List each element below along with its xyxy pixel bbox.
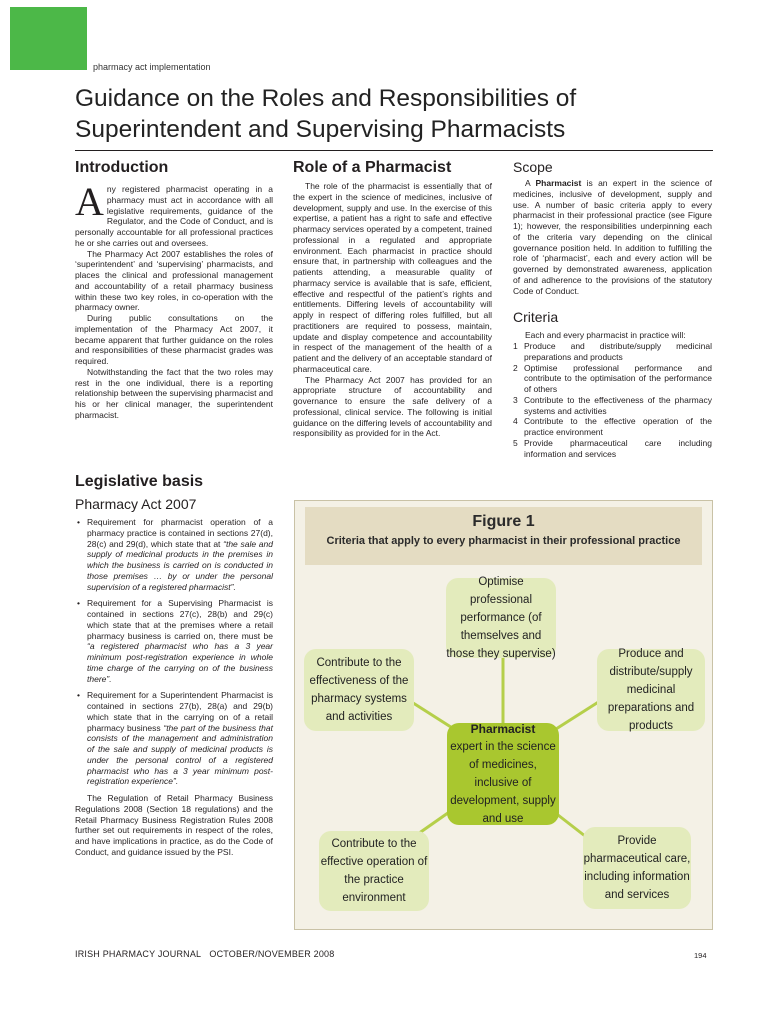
brand-square xyxy=(10,7,87,70)
legislative-bullet: • Requirement for a Supervising Pharmacist is contained in sections 27(c), 28(b) and 29(c) which state that at the premises where a retail pharmacy business is carried on, there must be “a registered pharmacist who has a 3 year minimum post-registration experience in whole time charge of the carrying on of the business there”. xyxy=(87,598,273,684)
introduction-heading: Introduction xyxy=(75,159,169,176)
legislative-closing: The Regulation of Retail Pharmacy Business Regulations 2008 (Section 18 regulations) and the Retail Pharmacy Business Registration Rules 2008 further set out requirements in respect of the roles, and have implications in practice, as do the Code of Conduct, and guidance issued by the PSI. xyxy=(75,793,273,857)
center-description: expert in the science of medicines, inclusive of development, supply and use xyxy=(450,741,556,825)
scope-paragraph: A Pharmacist is an expert in the science of medicines, inclusive of development, supply and use. A number of basic criteria apply to every pharmacist in their professional practice (see Figure 1); however, the responsibilities underpinning each of the criteria vary depending on the clinical governance position held. In addition to fulfilling the role of ‘pharmacist’, each and every action will be governed by demonstrated awareness, application of and adherence to the provisions of the statutory Code of Conduct. xyxy=(513,178,712,296)
column-middle xyxy=(293,158,492,439)
node-optimise-performance: Optimise professional performance (of themselves and those they supervise) xyxy=(446,576,556,660)
legislative-bullet: • Requirement for pharmacist operation of a pharmacy practice is contained in sections 27(d), 28(c) and 29(d), which state that at “the sale and supply of medicinal products in the premises in which the business is carried on is conducted in those premises … by or under the personal supervision of a registered pharmacist”. xyxy=(87,517,273,592)
legislative-bullet: • Requirement for a Superintendent Pharmacist is contained in sections 27(b), 28(a) and 29(b) which state that in the carrying on of a retail pharmacy business “the part of the business that consists of the management and administration of the sale and supply of medicinal products is under the personal control of a registered pharmacist who has a 3 year minimum post-registration experience”. xyxy=(87,690,273,787)
column-left xyxy=(75,158,273,421)
criteria-item: 3 Contribute to the effectiveness of the pharmacy systems and activities xyxy=(513,394,712,416)
title-divider xyxy=(75,150,713,151)
legislative-list xyxy=(75,517,273,787)
role-heading: Role of a Pharmacist xyxy=(293,159,452,176)
criteria-item: 5 Provide pharmaceutical care including information and services xyxy=(513,437,712,459)
column-right xyxy=(513,158,712,459)
criteria-item: 4 Contribute to the effective operation of the practice environment xyxy=(513,416,712,437)
footer-journal: IRISH PHARMACY JOURNAL OCTOBER/NOVEMBER 2008 xyxy=(75,949,335,959)
intro-paragraph-3: During public consultations on the implementation of the Pharmacy Act 2007, it became apparent that further guidance on the roles and responsibilities of these pharmacist grades was required. xyxy=(75,313,273,366)
article-title: Guidance on the Roles and Responsibilities of Superintendent and Supervising Pharmacists xyxy=(75,85,577,143)
criteria-heading: Criteria xyxy=(513,309,559,326)
page-number: 194 xyxy=(694,951,707,960)
center-title: Pharmacist xyxy=(470,722,536,736)
pharmacy-act-subheading: Pharmacy Act 2007 xyxy=(75,496,197,512)
intro-paragraph-2: The Pharmacy Act 2007 establishes the roles of ‘superintendent’ and ‘supervising’ pharmacists, and places the clinical and professional management and accountability of a retail pharmacy business within these two key roles, in co-operation with the pharmacy owner. xyxy=(75,248,273,313)
node-pharmacy-systems: Contribute to the effectiveness of the pharmacy systems and activities xyxy=(304,649,414,731)
dropcap: A xyxy=(75,179,104,224)
node-practice-environment: Contribute to the effective operation of the practice environment xyxy=(319,831,429,911)
figure-1-panel xyxy=(294,500,713,930)
criteria-intro: Each and every pharmacist in practice will: xyxy=(525,330,686,341)
criteria-list xyxy=(513,341,712,459)
role-paragraph-1: The role of the pharmacist is essentially that of the expert in the science of medicines, inclusive of development, supply and use. In the exercise of this expertise, a patient has a right to safe and effective pharmacy services operated by a competent, trained professional in a regulated and appropriate environment. Each pharmacist in practice should ensure that, in partnership with colleagues and the patients attending, a measurable quality of pharmacy service is available that is safe, efficient, effective and respectful of the patient’s rights and entitlements. Differing levels of accountability will apply in respect of differing roles fulfilled, but all practitioners are required to possess, maintain, update and display competence and accountability in respect of the management of the health of a patient and the delivery of an acceptable standard of pharmaceutical care. xyxy=(293,181,492,374)
legislative-heading: Legislative basis xyxy=(75,473,204,490)
criteria-item: 2 Optimise professional performance and contribute to the optimisation of the performance of others xyxy=(513,362,712,394)
intro-paragraph-1: Any registered pharmacist operating in a pharmacy must act in accordance with all legislative requirements, guidance of the Regulator, and the Code of Conduct, and is personally accountable for all professional practices he or she carries out and oversees. xyxy=(75,179,273,248)
figure-subtitle: Criteria that apply to every pharmacist in their professional practice xyxy=(326,535,681,547)
role-paragraph-2: The Pharmacy Act 2007 has provided for an appropriate structure of accountability and governance to ensure the safe delivery of a professional, clinical service. The following is initial guidance on the differing levels of accountability and responsibility as provided for in the Act. xyxy=(293,374,492,439)
section-tag: pharmacy act implementation xyxy=(93,62,211,72)
node-pharmaceutical-care: Provide pharmaceutical care, including information and services xyxy=(583,827,691,909)
figure-title: Figure 1 xyxy=(472,513,535,530)
criteria-item: 1 Produce and distribute/supply medicinal preparations and products xyxy=(513,341,712,362)
node-produce-distribute: Produce and distribute/supply medicinal preparations and products xyxy=(597,649,705,731)
intro-paragraph-4: Notwithstanding the fact that the two roles may rest in the one individual, there is a reporting relationship between the supervising pharmacist and his or her clinical manager, the superintendent pharmacist. xyxy=(75,366,273,420)
legislative-section xyxy=(75,472,273,858)
node-pharmacist-center xyxy=(447,723,559,825)
scope-heading: Scope xyxy=(513,159,553,175)
